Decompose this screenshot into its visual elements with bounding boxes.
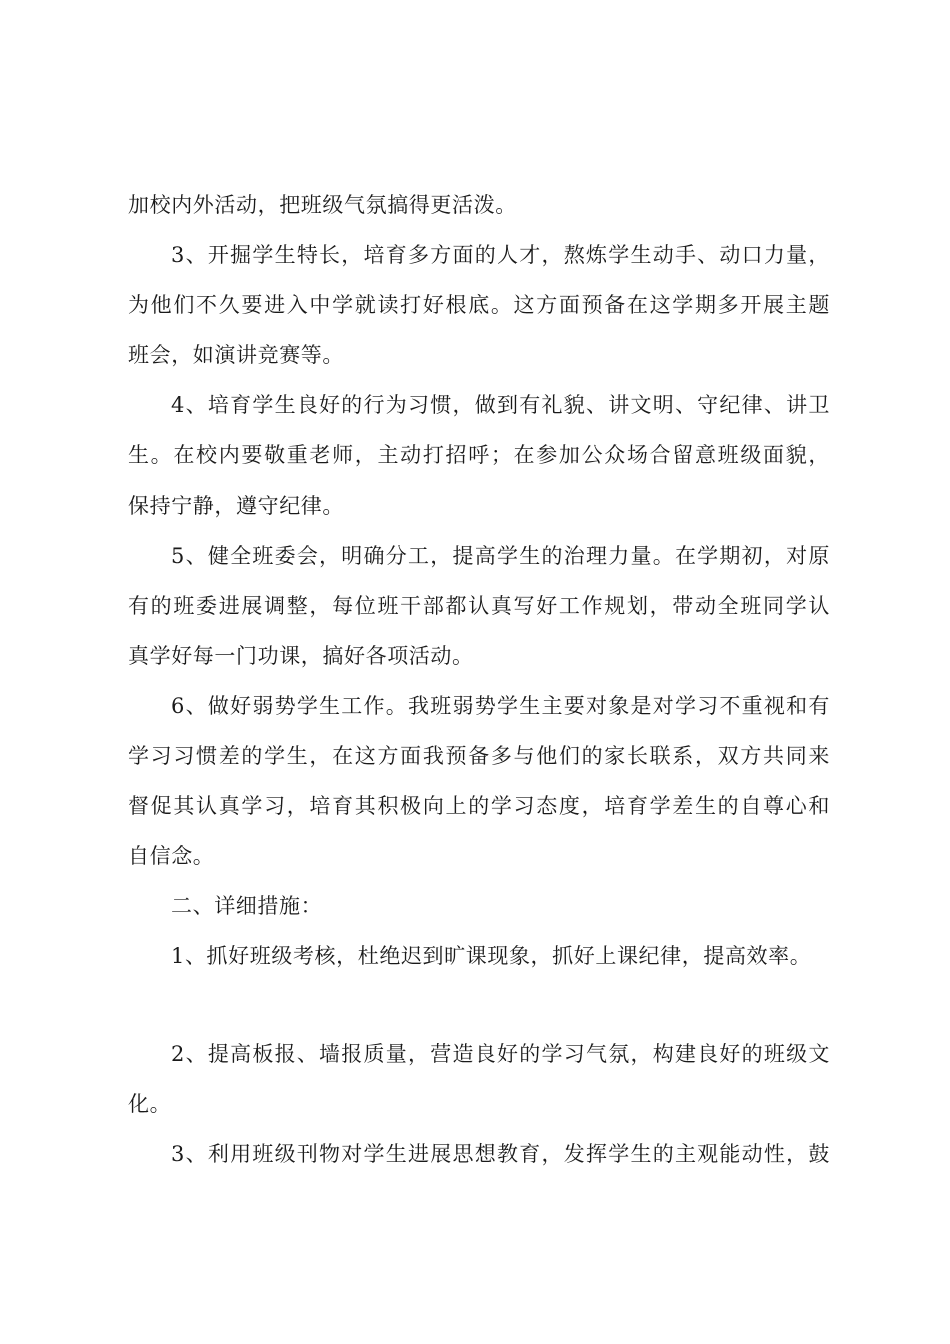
text-line: 2、提高板报、墙报质量，营造良好的学习气氛，构建良好的班级文	[171, 1042, 830, 1066]
text-line: 自信念。	[128, 844, 215, 868]
section-heading: 二、详细措施：	[171, 894, 323, 918]
text-line: 为他们不久要进入中学就读打好根底。这方面预备在这学期多开展主题	[128, 293, 830, 317]
text-line: 3、开掘学生特长，培育多方面的人才，熬炼学生动手、动口力量，	[171, 243, 830, 267]
text-line: 生。在校内要敬重老师，主动打招呼；在参加公众场合留意班级面貌，	[128, 443, 830, 467]
text-line: 班会，如演讲竞赛等。	[128, 343, 344, 367]
text-line: 保持宁静，遵守纪律。	[128, 494, 344, 518]
text-line: 真学好每一门功课，搞好各项活动。	[128, 644, 474, 668]
text-line: 督促其认真学习，培育其积极向上的学习态度，培育学差生的自尊心和	[128, 794, 830, 818]
text-line: 3、利用班级刊物对学生进展思想教育，发挥学生的主观能动性，鼓	[171, 1142, 830, 1166]
text-line: 4、培育学生良好的行为习惯，做到有礼貌、讲文明、守纪律、讲卫	[171, 393, 830, 417]
text-line: 化。	[128, 1092, 172, 1116]
text-line: 加校内外活动，把班级气氛搞得更活泼。	[128, 193, 517, 217]
text-line: 1、抓好班级考核，杜绝迟到旷课现象，抓好上课纪律，提高效率。	[171, 944, 812, 968]
text-line: 学习习惯差的学生，在这方面我预备多与他们的家长联系，双方共同来	[128, 744, 830, 768]
text-line: 有的班委进展调整，每位班干部都认真写好工作规划，带动全班同学认	[128, 594, 830, 618]
text-line: 5、健全班委会，明确分工，提高学生的治理力量。在学期初，对原	[171, 544, 830, 568]
text-line: 6、做好弱势学生工作。我班弱势学生主要对象是对学习不重视和有	[171, 694, 830, 718]
